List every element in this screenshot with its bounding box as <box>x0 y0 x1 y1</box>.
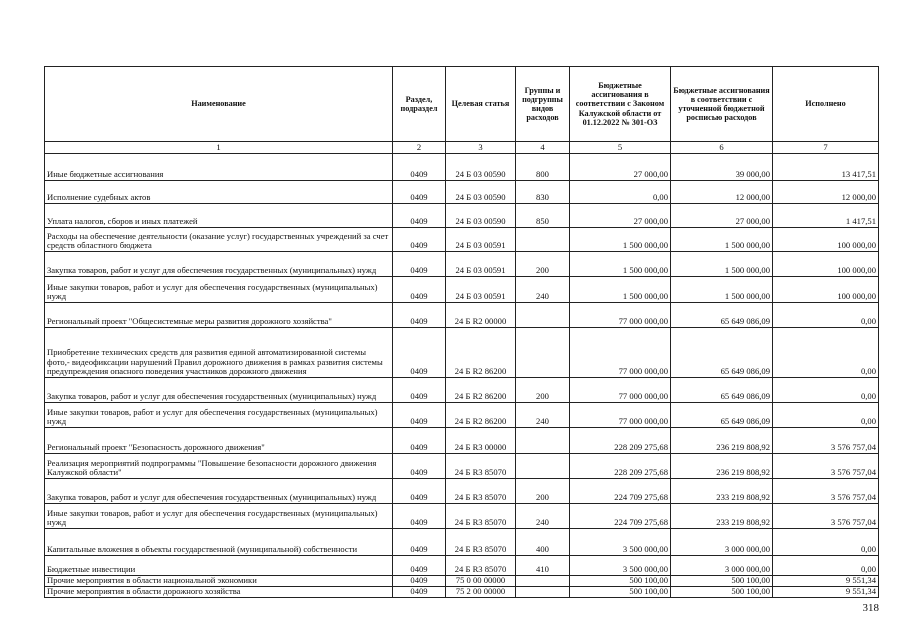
table-row <box>45 504 879 529</box>
row-section: 0409 <box>393 228 446 252</box>
row-done: 0,00 <box>773 403 879 428</box>
header-done: Исполнено <box>773 67 879 142</box>
header-name: Наименование <box>45 67 393 142</box>
row-article: 24 Б R3 85070 <box>446 529 516 556</box>
row-section: 0409 <box>393 454 446 479</box>
row-section: 0409 <box>393 556 446 576</box>
row-group: 400 <box>516 529 570 556</box>
row-law: 77 000 000,00 <box>570 328 671 378</box>
table-row <box>45 252 879 277</box>
row-done: 0,00 <box>773 529 879 556</box>
row-name: Бюджетные инвестиции <box>45 556 393 576</box>
row-article: 24 Б 03 00590 <box>446 181 516 204</box>
table-row <box>45 587 879 598</box>
row-law: 77 000 000,00 <box>570 378 671 403</box>
row-section: 0409 <box>393 576 446 587</box>
row-group: 200 <box>516 252 570 277</box>
row-refined: 65 649 086,09 <box>671 328 773 378</box>
row-section: 0409 <box>393 303 446 328</box>
row-refined: 236 219 808,92 <box>671 454 773 479</box>
row-name: Иные бюджетные ассигнования <box>45 154 393 181</box>
row-name: Закупка товаров, работ и услуг для обеспечения государственных (муниципальных) нужд <box>45 479 393 504</box>
row-article: 24 Б R2 86200 <box>446 378 516 403</box>
row-group <box>516 454 570 479</box>
row-group <box>516 576 570 587</box>
row-refined: 1 500 000,00 <box>671 277 773 303</box>
row-refined: 65 649 086,09 <box>671 378 773 403</box>
row-name: Иные закупки товаров, работ и услуг для обеспечения государственных (муниципальных) нужд <box>45 403 393 428</box>
row-section: 0409 <box>393 252 446 277</box>
row-law: 1 500 000,00 <box>570 277 671 303</box>
row-law: 224 709 275,68 <box>570 479 671 504</box>
row-law: 500 100,00 <box>570 587 671 598</box>
row-article: 24 Б R2 00000 <box>446 303 516 328</box>
row-done: 1 417,51 <box>773 204 879 228</box>
column-number: 1 <box>45 142 393 154</box>
row-name: Региональный проект "Безопасность дорожного движения" <box>45 428 393 454</box>
column-number: 7 <box>773 142 879 154</box>
header-row <box>45 67 879 142</box>
row-law: 228 209 275,68 <box>570 454 671 479</box>
row-law: 0,00 <box>570 181 671 204</box>
row-group: 200 <box>516 479 570 504</box>
row-done: 3 576 757,04 <box>773 454 879 479</box>
column-number: 2 <box>393 142 446 154</box>
row-done: 13 417,51 <box>773 154 879 181</box>
row-name: Приобретение технических средств для развития единой автоматизированной системы фото,- видеофиксации нарушений Правил дорожного движения в рамках развития системы предупреждения опасного поведения участников дорожного движения <box>45 328 393 378</box>
row-law: 500 100,00 <box>570 576 671 587</box>
table-row <box>45 428 879 454</box>
row-section: 0409 <box>393 529 446 556</box>
row-law: 224 709 275,68 <box>570 504 671 529</box>
row-done: 3 576 757,04 <box>773 479 879 504</box>
table-row <box>45 228 879 252</box>
row-section: 0409 <box>393 277 446 303</box>
header-article: Целевая статья <box>446 67 516 142</box>
row-law: 228 209 275,68 <box>570 428 671 454</box>
table-row <box>45 181 879 204</box>
row-article: 24 Б 03 00590 <box>446 204 516 228</box>
row-name: Исполнение судебных актов <box>45 181 393 204</box>
row-refined: 1 500 000,00 <box>671 228 773 252</box>
table-row <box>45 328 879 378</box>
row-group: 800 <box>516 154 570 181</box>
row-refined: 233 219 808,92 <box>671 504 773 529</box>
row-group: 240 <box>516 403 570 428</box>
row-section: 0409 <box>393 428 446 454</box>
row-law: 3 500 000,00 <box>570 529 671 556</box>
table-row <box>45 479 879 504</box>
row-name: Закупка товаров, работ и услуг для обеспечения государственных (муниципальных) нужд <box>45 378 393 403</box>
row-group: 240 <box>516 277 570 303</box>
table-row <box>45 454 879 479</box>
row-done: 100 000,00 <box>773 228 879 252</box>
row-law: 27 000,00 <box>570 204 671 228</box>
row-done: 12 000,00 <box>773 181 879 204</box>
row-law: 27 000,00 <box>570 154 671 181</box>
row-group: 410 <box>516 556 570 576</box>
table-row <box>45 576 879 587</box>
row-article: 24 Б R3 85070 <box>446 556 516 576</box>
row-done: 100 000,00 <box>773 252 879 277</box>
row-article: 24 Б R3 85070 <box>446 479 516 504</box>
row-done: 0,00 <box>773 556 879 576</box>
row-group <box>516 328 570 378</box>
row-article: 24 Б R2 86200 <box>446 328 516 378</box>
row-article: 24 Б 03 00591 <box>446 228 516 252</box>
table-row <box>45 556 879 576</box>
row-name: Закупка товаров, работ и услуг для обеспечения государственных (муниципальных) нужд <box>45 252 393 277</box>
header-group: Группы и подгруппы видов расходов <box>516 67 570 142</box>
row-refined: 233 219 808,92 <box>671 479 773 504</box>
row-name: Иные закупки товаров, работ и услуг для обеспечения государственных (муниципальных) нужд <box>45 277 393 303</box>
row-done: 3 576 757,04 <box>773 428 879 454</box>
column-number: 4 <box>516 142 570 154</box>
row-name: Региональный проект "Общесистемные меры развития дорожного хозяйства" <box>45 303 393 328</box>
row-refined: 65 649 086,09 <box>671 403 773 428</box>
row-article: 75 0 00 00000 <box>446 576 516 587</box>
table-row <box>45 154 879 181</box>
row-name: Реализация мероприятий подпрограммы "Повышение безопасности дорожного движения Калужской области" <box>45 454 393 479</box>
table-row <box>45 403 879 428</box>
table-row <box>45 378 879 403</box>
row-article: 24 Б 03 00591 <box>446 252 516 277</box>
row-name: Прочие мероприятия в области дорожного хозяйства <box>45 587 393 598</box>
row-refined: 1 500 000,00 <box>671 252 773 277</box>
row-section: 0409 <box>393 403 446 428</box>
column-number: 3 <box>446 142 516 154</box>
row-group <box>516 303 570 328</box>
row-group: 850 <box>516 204 570 228</box>
row-section: 0409 <box>393 504 446 529</box>
row-law: 77 000 000,00 <box>570 403 671 428</box>
row-section: 0409 <box>393 154 446 181</box>
row-section: 0409 <box>393 328 446 378</box>
table-row <box>45 204 879 228</box>
row-refined: 27 000,00 <box>671 204 773 228</box>
row-group <box>516 587 570 598</box>
row-done: 3 576 757,04 <box>773 504 879 529</box>
row-group: 830 <box>516 181 570 204</box>
header-refined: Бюджетные ассигнования в соответствии с уточненной бюджетной росписью расходов <box>671 67 773 142</box>
row-name: Уплата налогов, сборов и иных платежей <box>45 204 393 228</box>
row-refined: 3 000 000,00 <box>671 556 773 576</box>
column-number: 5 <box>570 142 671 154</box>
row-name: Капитальные вложения в объекты государственной (муниципальной) собственности <box>45 529 393 556</box>
row-law: 1 500 000,00 <box>570 228 671 252</box>
page-number: 318 <box>862 602 879 614</box>
table-row <box>45 303 879 328</box>
row-refined: 3 000 000,00 <box>671 529 773 556</box>
row-law: 1 500 000,00 <box>570 252 671 277</box>
column-number-row <box>45 142 879 154</box>
row-group: 240 <box>516 504 570 529</box>
row-done: 9 551,34 <box>773 587 879 598</box>
header-law: Бюджетные ассигнования в соответствии с Законом Калужской области от 01.12.2022 № 301-ОЗ <box>570 67 671 142</box>
header-section: Раздел, подраздел <box>393 67 446 142</box>
row-article: 24 Б R2 86200 <box>446 403 516 428</box>
row-section: 0409 <box>393 479 446 504</box>
row-article: 75 2 00 00000 <box>446 587 516 598</box>
budget-table <box>44 66 879 598</box>
column-number: 6 <box>671 142 773 154</box>
row-section: 0409 <box>393 378 446 403</box>
row-group <box>516 228 570 252</box>
row-done: 0,00 <box>773 303 879 328</box>
row-group: 200 <box>516 378 570 403</box>
row-article: 24 Б R3 85070 <box>446 504 516 529</box>
row-article: 24 Б R3 85070 <box>446 454 516 479</box>
row-refined: 12 000,00 <box>671 181 773 204</box>
row-refined: 236 219 808,92 <box>671 428 773 454</box>
row-section: 0409 <box>393 587 446 598</box>
row-done: 100 000,00 <box>773 277 879 303</box>
row-done: 0,00 <box>773 378 879 403</box>
row-section: 0409 <box>393 204 446 228</box>
row-section: 0409 <box>393 181 446 204</box>
row-group <box>516 428 570 454</box>
row-name: Прочие мероприятия в области национальной экономики <box>45 576 393 587</box>
row-name: Иные закупки товаров, работ и услуг для обеспечения государственных (муниципальных) нужд <box>45 504 393 529</box>
row-refined: 500 100,00 <box>671 587 773 598</box>
row-article: 24 Б 03 00591 <box>446 277 516 303</box>
row-refined: 39 000,00 <box>671 154 773 181</box>
row-refined: 65 649 086,09 <box>671 303 773 328</box>
row-article: 24 Б 03 00590 <box>446 154 516 181</box>
row-refined: 500 100,00 <box>671 576 773 587</box>
table-row <box>45 277 879 303</box>
row-law: 77 000 000,00 <box>570 303 671 328</box>
row-article: 24 Б R3 00000 <box>446 428 516 454</box>
row-name: Расходы на обеспечение деятельности (оказание услуг) государственных учреждений за счет средств областного бюджета <box>45 228 393 252</box>
table-row <box>45 529 879 556</box>
row-done: 9 551,34 <box>773 576 879 587</box>
row-law: 3 500 000,00 <box>570 556 671 576</box>
row-done: 0,00 <box>773 328 879 378</box>
